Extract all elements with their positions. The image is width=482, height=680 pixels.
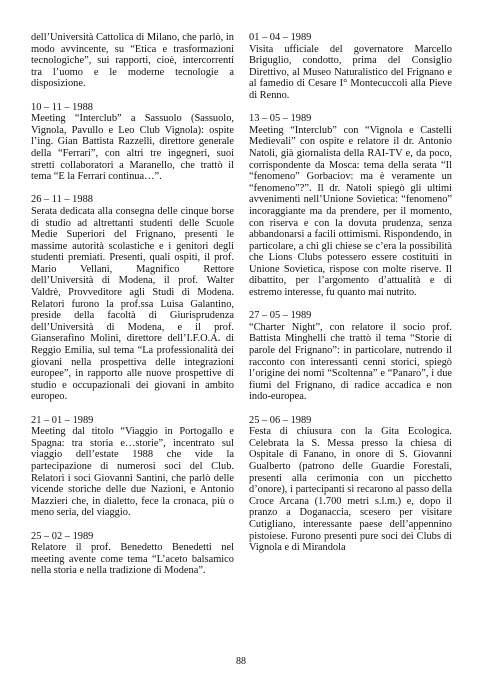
entry-date: 21 – 01 – 1989 <box>31 414 94 426</box>
entry-1989-05-13 <box>249 113 452 299</box>
entry-date: 25 – 06 – 1989 <box>249 414 312 426</box>
entry-text: Meeting dal titolo “Viaggio in Portogallo e Spagna: tra storia e…storie”, incentrato sul viaggio dell’estate 1988 che vide la partecipazione di numerosi soci del Club. Relatori i soci Giovanni Santini, che parlò delle vicende storiche delle due Nazioni, e Antonio Mazzieri che, in dialetto, fece la cronaca, più o meno seria, del viaggio. <box>31 426 234 519</box>
entry-date: 13 – 05 – 1989 <box>249 113 312 125</box>
entry-date: 25 – 02 – 1989 <box>31 530 94 542</box>
entry-1988-11-10 <box>31 102 234 183</box>
entry-1989-04-01 <box>249 32 452 102</box>
entry-1989-05-27 <box>249 310 452 403</box>
entry-text: Meeting “Interclub” a Sassuolo (Sassuolo, Vignola, Pavullo e Leo Club Vignola): ospite l’ing. Gian Battista Razzelli, direttore generale della “Ferrari”, con altri tre ingegneri, suoi stretti collaboratori a Maranello, che trattò il tema “E la Ferrari continua…”. <box>31 113 234 183</box>
entry-1989-01-21 <box>31 415 234 519</box>
entry-date: 10 – 11 – 1988 <box>31 101 93 113</box>
entry-date: 01 – 04 – 1989 <box>249 32 312 43</box>
entry-text: Festa di chiusura con la Gita Ecologica. Celebrata la S. Messa presso la chiesa di Ospitale di Fanano, in onore di S. Giovanni Gualberto (patrono delle Guardie Forestali, presenti alla cerimonia con un picchetto d’onore), i partecipanti si recarono al passo della Croce Arcana (1.700 metri s.l.m.) e, dopo il pranzo a Doganaccia, scesero per visitare Cutigliano, interessante paese dell’appennino pistoiese. Furono presenti pure soci dei Clubs di Vignola e di Mirandola <box>249 426 452 554</box>
entry-text: Relatore il prof. Benedetto Benedetti nel meeting avente come tema “L’aceto balsamico nella storia e nella tradizione di Modena”. <box>31 542 234 577</box>
entry-text: Visita ufficiale del governatore Marcello Briguglio, condotto, prima del Consiglio Direttivo, al Museo Naturalistico del Frignano e al famedio di Cesare I° Montecuccoli alla Pieve di Renno. <box>249 43 452 101</box>
entry-1989-06-25 <box>249 415 452 554</box>
entry-text: Serata dedicata alla consegna delle cinque borse di studio ad altrettanti studenti delle Scuole Medie Superiori del Frignano, presenti le massime autorità scolastiche e i genitori degli studenti premiati. Presenti, quali ospiti, il prof. Mario Vellani, Magnifico Rettore dell’Università di Modena, il prof. Walter Valdrè, Provveditore agli Studi di Modena. Relatori furono la prof.ssa Luisa Galantino, preside della facoltà di Giurisprudenza dell’Università di Modena, e il prof. Gianserafino Molini, direttore dell’I.F.O.A. di Reggio Emilia, sul tema “La professionalità dei giovani nella prospettiva delle integrazioni europee”, in rapporto alle nuove prospettive di studio e occupazionali dei giovani in ambito europeo. <box>31 205 234 403</box>
left-column <box>31 32 234 589</box>
entry-1989-02-25 <box>31 531 234 577</box>
entry-text: Meeting “Interclub” con “Vignola e Castelli Medievali” con ospite e relatore il dr. Antonio Natoli, già giornalista della RAI-TV e, da poco, corrispondente da Mosca: tema della serata “Il “fenomeno” Gorbaciov: ma è veramente un “fenomeno”?”. Il dr. Natoli spiegò gli ultimi avvenimenti nell’Unione Sovietica: “fenomeno” incoraggiante ma da prendere, per il momento, con riserva e con la dovuta prudenza, senza abbandonarsi a facili ottimismi. Rispondendo, in particolare, a chi gli chiese se c’era la possibilità che Lions Clubs potessero essere costituiti in Unione Sovietica, rispose con molte riserve. Il dibattito, per l’argomento d’attualità e di estremo interesse, fu quanto mai nutrito. <box>249 124 452 299</box>
right-column <box>249 32 452 565</box>
entry-text: dell’Università Cattolica di Milano, che parlò, in modo avvincente, su “Etica e trasformazioni tecnologiche”, sui rapporti, cioè, intercorrenti tra l’uomo e le moderne tecnologie a disposizione. <box>31 32 234 90</box>
page-number: 88 <box>236 656 246 667</box>
entry-continued <box>31 32 234 90</box>
entry-text: “Charter Night”, con relatore il socio prof. Battista Minghelli che trattò il tema “Storie di parole del Frignano”: in particolare, nutrendo il racconto con interessanti cenni storici, spiegò l’origine dei nomi “Scoltenna” e “Panaro”, i due fiumi del Frignano, di radice accadica e non indo-europea. <box>249 321 452 403</box>
entry-1988-11-26 <box>31 194 234 403</box>
entry-date: 26 – 11 – 1988 <box>31 194 93 206</box>
entry-date: 27 – 05 – 1989 <box>249 310 312 322</box>
